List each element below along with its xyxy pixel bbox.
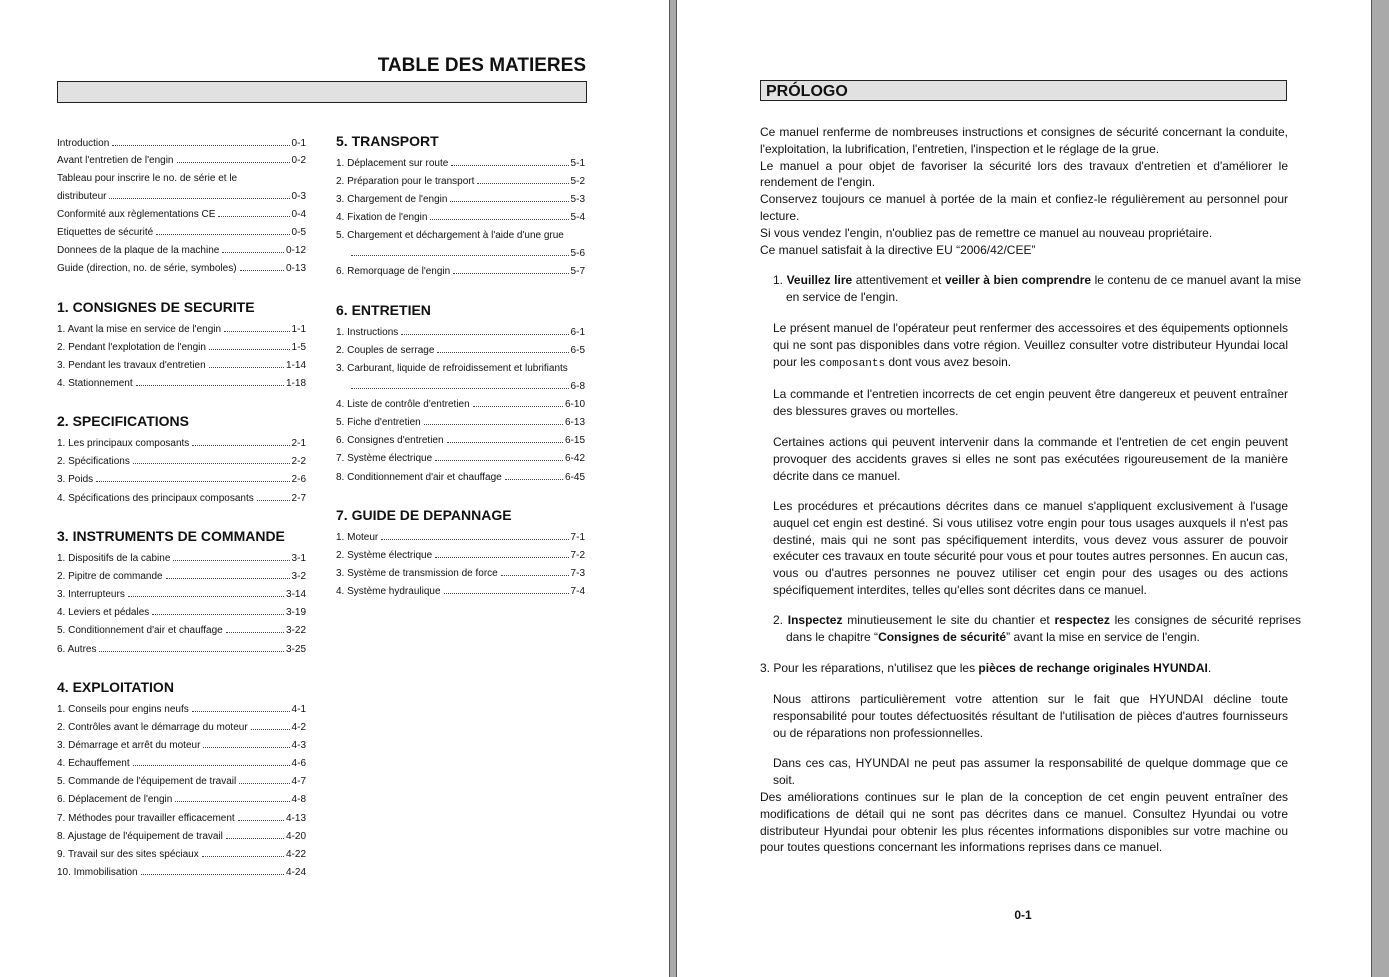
toc-entry-page: 6-10 xyxy=(564,399,585,410)
toc-entry[interactable] xyxy=(57,323,306,337)
text: Le présent manuel de l'opérateur peut renfermer des accessoires et des équipements optionnels qui ne sont pas disponibles dans votre région. Veuillez consulter votre distributeur Hyundai local pour les xyxy=(773,321,1288,369)
toc-entry-page: 6-13 xyxy=(564,417,585,428)
toc-entry[interactable] xyxy=(57,262,306,276)
toc-entry[interactable] xyxy=(57,588,306,602)
toc-entry-label: 1. Moteur xyxy=(336,532,379,543)
toc-entry-label: 4. Spécifications des principaux composants xyxy=(57,493,254,504)
toc-entry[interactable] xyxy=(57,341,306,355)
toc-entry[interactable] xyxy=(336,585,585,599)
dot-leader xyxy=(226,837,284,839)
dot-leader xyxy=(203,746,289,748)
toc-entry-page: 6-8 xyxy=(570,381,585,392)
toc-entry-page: 7-1 xyxy=(570,532,585,543)
toc-entry[interactable] xyxy=(57,570,306,584)
prologue-item-1 xyxy=(773,272,1301,306)
bold-text: Consignes de sécurité xyxy=(878,629,1007,644)
toc-entry[interactable] xyxy=(336,567,585,581)
toc-entry-label: 3. Carburant, liquide de refroidissement et lubrifiants xyxy=(336,363,568,374)
toc-entry[interactable] xyxy=(336,265,585,279)
dot-leader xyxy=(177,161,290,163)
bold-text: respectez xyxy=(1054,613,1110,627)
toc-entry-page: 0-3 xyxy=(291,191,306,202)
mono-text: composants xyxy=(819,357,886,370)
toc-entry[interactable] xyxy=(57,190,306,204)
dot-leader xyxy=(437,351,568,353)
item-number: 2. xyxy=(773,613,784,627)
item1-paragraph-1 xyxy=(773,320,1288,372)
toc-entry[interactable] xyxy=(57,226,306,240)
toc-entry[interactable] xyxy=(57,137,306,151)
toc-entry[interactable] xyxy=(57,455,306,469)
bold-text: pièces de rechange originales HYUNDAI xyxy=(978,661,1208,675)
toc-entry[interactable] xyxy=(336,452,585,466)
dot-leader xyxy=(430,218,568,220)
toc-entry[interactable] xyxy=(57,208,306,222)
toc-entry-label: 4. Fixation de l'engin xyxy=(336,212,428,223)
toc-entry-label: 2. Préparation pour le transport xyxy=(336,176,475,187)
toc-entry-page: 2-7 xyxy=(291,493,306,504)
toc-entry-label: 1. Instructions xyxy=(336,327,399,338)
toc-entry-label: 2. Pendant l'explotation de l'engin xyxy=(57,342,206,353)
toc-entry-label: 4. Leviers et pédales xyxy=(57,607,150,618)
dot-leader xyxy=(444,592,569,594)
toc-entry-label: 8. Ajustage de l'équipement de travail xyxy=(57,831,223,842)
toc-entry[interactable] xyxy=(57,721,306,735)
toc-entry-page: 4-8 xyxy=(291,794,306,805)
toc-entry-page: 0-12 xyxy=(285,245,306,256)
toc-entry-page: 4-3 xyxy=(291,740,306,751)
toc-entry[interactable] xyxy=(336,326,585,340)
dot-leader xyxy=(202,855,284,857)
dot-leader xyxy=(351,254,569,256)
toc-entry-page: 5-7 xyxy=(570,266,585,277)
toc-entry-label: 3. Système de transmission de force xyxy=(336,568,498,579)
dot-leader xyxy=(501,574,569,576)
item3-paragraph-2: Dans ces cas, HYUNDAI ne peut pas assumer la responsabilité de quelque dommage que ce soit. xyxy=(773,756,1288,787)
toc-entry-label: 5. Commande de l'équipement de travail xyxy=(57,776,237,787)
dot-leader xyxy=(166,577,290,579)
dot-leader xyxy=(435,556,568,558)
toc-entry[interactable] xyxy=(336,157,585,171)
dot-leader xyxy=(218,215,289,217)
toc-entry-label: 2. Contrôles avant le démarrage du moteur xyxy=(57,722,248,733)
intro-line: Ce manuel satisfait à la directive EU “2006/42/CEE” xyxy=(760,242,1036,257)
bold-text: Veuillez lire xyxy=(786,273,853,287)
dot-leader xyxy=(173,559,289,561)
toc-entry-label: 6. Consignes d'entretien xyxy=(336,435,444,446)
dot-leader xyxy=(128,595,284,597)
dot-leader xyxy=(152,613,284,615)
toc-entry-page: 6-45 xyxy=(564,472,585,483)
toc-entry-page: 4-2 xyxy=(291,722,306,733)
bold-text: Inspectez xyxy=(787,613,843,627)
toc-title-bar xyxy=(57,81,587,103)
toc-entry-label: 4. Système hydraulique xyxy=(336,586,441,597)
toc-entry[interactable] xyxy=(57,643,306,657)
toc-entry-page: 0-4 xyxy=(291,209,306,220)
toc-entry[interactable] xyxy=(57,492,306,506)
toc-entry-page: 3-25 xyxy=(285,644,306,655)
toc-entry-page: 4-7 xyxy=(291,776,306,787)
dot-leader xyxy=(351,387,569,389)
toc-entry-page: 1-14 xyxy=(285,360,306,371)
toc-entry-label: distributeur xyxy=(57,191,107,202)
toc-entry-label: 8. Conditionnement d'air et chauffage xyxy=(336,472,502,483)
toc-entry-page: 6-5 xyxy=(570,345,585,356)
toc-entry[interactable] xyxy=(57,775,306,789)
toc-entry[interactable] xyxy=(336,531,585,545)
text: ” avant la mise en service de l'engin. xyxy=(1006,629,1200,644)
text: attentivement et xyxy=(852,273,945,287)
toc-entry-page: 3-1 xyxy=(291,553,306,564)
toc-entry-label: 6. Autres xyxy=(57,644,97,655)
toc-entry-label: Guide (direction, no. de série, symboles) xyxy=(57,263,237,274)
toc-entry-page: 7-4 xyxy=(570,586,585,597)
toc-entry-label: 5. Chargement et déchargement à l'aide d'une grue xyxy=(336,230,564,241)
item1-paragraph-3: Certaines actions qui peuvent intervenir dans la commande et l'entretien de cet engin peuvent provoquer des accidents graves si elles ne sont pas exécutées rigoureusement de la manière décrite dans ce manuel. xyxy=(773,435,1288,483)
toc-entry[interactable] xyxy=(336,193,585,207)
toc-entry-label: 9. Travail sur des sites spéciaux xyxy=(57,849,199,860)
toc-entry-page: 2-1 xyxy=(291,438,306,449)
item1-paragraph-4: Les procédures et précautions décrites dans ce manuel s'appliquent exclusivement à l'usage auquel cet engin est destiné. Si vous utilisez votre engin pour tous usages auxquels il n'est pas destiné, mais qui ne sont pas spécifiquement interdits, vous devez vous assurer de pouvoir exécuter ces travaux en toute sécurité pour vous et pour toutes autres personnes. En aucun cas, vous ou d'autres personnes ne pouvez utiliser cet engin pour des usages ou des actions spécifiquement interdites, telles qu'elles sont décrites dans ce manuel. xyxy=(773,499,1288,597)
toc-entry-label: 2. Spécifications xyxy=(57,456,130,467)
intro-line: Si vous vendez l'engin, n'oubliez pas de remettre ce manuel au nouveau propriétaire. xyxy=(760,225,1213,240)
text: le contenu de ce manuel avant la mise en service de l'engin. xyxy=(786,273,1302,304)
toc-entry[interactable] xyxy=(336,380,585,394)
prologue-closing: Des améliorations continues sur le plan de la conception de cet engin peuvent entraîner des modifications de détail qui ne sont pas décrites dans ce manuel. Consultez Hyundai ou votre distributeur Hyundai pour obtenir les plus récentes informations disponibles sur votre machine ou pour toutes questions concernant les informations reprises dans ce manuel. xyxy=(760,790,1288,855)
toc-entry-label: 4. Echauffement xyxy=(57,758,130,769)
toc-entry[interactable] xyxy=(57,812,306,826)
item-number: 1. xyxy=(773,273,784,287)
dot-leader xyxy=(222,251,284,253)
dot-leader xyxy=(239,782,289,784)
toc-entry-page: 0-13 xyxy=(285,263,306,274)
toc-entry-label: 3. Chargement de l'engin xyxy=(336,194,448,205)
toc-entry-page: 6-1 xyxy=(570,327,585,338)
toc-entry-page: 4-6 xyxy=(291,758,306,769)
dot-leader xyxy=(477,182,568,184)
toc-entry-label: 1. Dispositifs de la cabine xyxy=(57,553,171,564)
toc-entry-label: 3. Pendant les travaux d'entretien xyxy=(57,360,206,371)
dot-leader xyxy=(175,800,289,802)
toc-entry-page: 4-22 xyxy=(285,849,306,860)
dot-leader xyxy=(192,710,290,712)
toc-entry-label: 7. Méthodes pour travailler efficacement xyxy=(57,813,235,824)
dot-leader xyxy=(136,384,284,386)
dot-leader xyxy=(451,164,568,166)
toc-entry-page: 5-2 xyxy=(570,176,585,187)
text: . xyxy=(1207,661,1212,675)
toc-entry-label: 2. Système électrique xyxy=(336,550,433,561)
text: Pour les réparations, n'utilisez que les xyxy=(770,661,979,675)
toc-title: TABLE DES MATIERES xyxy=(377,55,586,76)
toc-entry-label: 7. Système électrique xyxy=(336,453,433,464)
toc-entry-page: 7-2 xyxy=(570,550,585,561)
toc-entry-label: Donnees de la plaque de la machine xyxy=(57,245,220,256)
toc-entry-label: Etiquettes de sécurité xyxy=(57,227,154,238)
toc-entry[interactable] xyxy=(336,434,585,448)
toc-entry[interactable] xyxy=(57,244,306,258)
dot-leader xyxy=(453,272,568,274)
text: minutieusement le site du chantier et xyxy=(842,613,1055,627)
toc-section-heading[interactable]: 1. CONSIGNES DE SECURITE xyxy=(57,299,255,315)
dot-leader xyxy=(133,462,290,464)
item3-paragraph-1: Nous attirons particulièrement votre attention sur le fait que HYUNDAI décline toute responsabilité pour toutes défectuosités résultant de l'utilisation de pièces d'autres fournisseurs ou de réparations non professionnelles. xyxy=(773,692,1288,740)
dot-leader xyxy=(257,499,290,501)
toc-entry-page: 2-6 xyxy=(291,474,306,485)
intro-line: Conservez toujours ce manuel à portée de la main et confiez-le régulièrement au personnel pour lecture. xyxy=(760,192,1288,223)
toc-entry[interactable] xyxy=(336,247,585,261)
toc-entry[interactable] xyxy=(57,624,306,638)
toc-entry-page: 4-13 xyxy=(285,813,306,824)
dot-leader xyxy=(112,144,289,146)
toc-entry-page: 1-1 xyxy=(291,324,306,335)
toc-entry-page: 3-14 xyxy=(285,589,306,600)
toc-entry-page: 0-5 xyxy=(291,227,306,238)
toc-entry-label: Conformité aux règlementations CE xyxy=(57,209,216,220)
toc-entry[interactable] xyxy=(57,552,306,566)
toc-page xyxy=(0,0,669,977)
toc-entry[interactable] xyxy=(57,437,306,451)
toc-entry[interactable] xyxy=(336,549,585,563)
toc-entry-page: 5-1 xyxy=(570,158,585,169)
toc-entry-label: 3. Poids xyxy=(57,474,94,485)
toc-entry[interactable] xyxy=(57,377,306,391)
dot-leader xyxy=(99,650,284,652)
toc-entry[interactable] xyxy=(57,739,306,753)
toc-entry-page: 4-1 xyxy=(291,704,306,715)
dot-leader xyxy=(226,631,284,633)
toc-entry[interactable] xyxy=(57,172,306,186)
toc-entry-label: 1. Conseils pour engins neufs xyxy=(57,704,189,715)
toc-entry[interactable] xyxy=(57,757,306,771)
toc-entry-page: 0-1 xyxy=(291,138,306,149)
toc-entry-page: 2-2 xyxy=(291,456,306,467)
dot-leader xyxy=(224,330,290,332)
toc-section-heading[interactable]: 6. ENTRETIEN xyxy=(336,302,431,318)
toc-entry-page: 1-18 xyxy=(285,378,306,389)
dot-leader xyxy=(435,459,563,461)
toc-section-heading[interactable]: 7. GUIDE DE DEPANNAGE xyxy=(336,507,512,523)
toc-entry[interactable] xyxy=(336,175,585,189)
dot-leader xyxy=(251,728,290,730)
toc-section-heading[interactable]: 3. INSTRUMENTS DE COMMANDE xyxy=(57,528,285,544)
viewer-right-gutter xyxy=(1371,0,1389,977)
prologue-title: PRÓLOGO xyxy=(760,80,1287,101)
toc-entry[interactable] xyxy=(336,344,585,358)
dot-leader xyxy=(133,764,290,766)
toc-entry[interactable] xyxy=(57,793,306,807)
dot-leader xyxy=(381,538,568,540)
toc-entry[interactable] xyxy=(57,154,306,168)
toc-section-heading[interactable]: 2. SPECIFICATIONS xyxy=(57,413,189,429)
toc-entry-page: 3-19 xyxy=(285,607,306,618)
toc-entry-label: 2. Couples de serrage xyxy=(336,345,435,356)
toc-entry-label: 4. Stationnement xyxy=(57,378,133,389)
item-number: 3. xyxy=(760,661,771,675)
toc-entry-page: 4-20 xyxy=(285,831,306,842)
toc-entry[interactable] xyxy=(336,471,585,485)
toc-entry-label: 10. Immobilisation xyxy=(57,867,138,878)
toc-entry-label: Introduction xyxy=(57,138,110,149)
toc-entry-label: 5. Fiche d'entretien xyxy=(336,417,421,428)
toc-entry-page: 5-3 xyxy=(570,194,585,205)
toc-entry[interactable] xyxy=(57,866,306,880)
toc-entry-label: 5. Conditionnement d'air et chauffage xyxy=(57,625,223,636)
toc-entry-label: 1. Avant la mise en service de l'engin xyxy=(57,324,222,335)
toc-entry-page: 7-3 xyxy=(570,568,585,579)
toc-section-heading[interactable]: 5. TRANSPORT xyxy=(336,133,439,149)
page-number: 0-1 xyxy=(1014,908,1032,922)
dot-leader xyxy=(424,423,563,425)
dot-leader xyxy=(240,269,284,271)
dot-leader xyxy=(209,366,284,368)
intro-line: Le manuel a pour objet de favoriser la sécurité lors des travaux d'entretien et d'améliorer le rendement de l'engin. xyxy=(760,158,1288,190)
toc-entry-page: 6-42 xyxy=(564,453,585,464)
dot-leader xyxy=(473,405,563,407)
dot-leader xyxy=(447,441,563,443)
dot-leader xyxy=(109,197,289,199)
toc-entry-page: 0-2 xyxy=(291,155,306,166)
toc-entry[interactable] xyxy=(57,703,306,717)
toc-entry-page: 5-6 xyxy=(570,248,585,259)
toc-entry[interactable] xyxy=(57,473,306,487)
item1-paragraph-2: La commande et l'entretien incorrects de cet engin peuvent être dangereux et peuvent entraîner des blessures graves ou mortelles. xyxy=(773,387,1288,418)
toc-entry[interactable] xyxy=(336,398,585,412)
toc-entry[interactable] xyxy=(57,848,306,862)
toc-entry-page: 3-2 xyxy=(291,571,306,582)
toc-entry-page: 3-22 xyxy=(285,625,306,636)
toc-entry-label: 2. Pipitre de commande xyxy=(57,571,163,582)
toc-entry-page: 1-5 xyxy=(291,342,306,353)
toc-entry-label: 6. Remorquage de l'engin xyxy=(336,266,451,277)
toc-entry[interactable] xyxy=(57,830,306,844)
toc-entry[interactable] xyxy=(336,211,585,225)
dot-leader xyxy=(96,480,289,482)
toc-entry[interactable] xyxy=(57,359,306,373)
dot-leader xyxy=(401,333,568,335)
toc-entry-page: 6-15 xyxy=(564,435,585,446)
toc-entry[interactable] xyxy=(336,416,585,430)
page-divider xyxy=(669,0,677,977)
dot-leader xyxy=(156,233,289,235)
toc-entry-label: 6. Déplacement de l'engin xyxy=(57,794,173,805)
dot-leader xyxy=(192,444,289,446)
text: les consignes de sécurité reprises dans le chapitre “ xyxy=(786,613,1302,644)
toc-entry-label: 1. Les principaux composants xyxy=(57,438,190,449)
toc-entry-label: 3. Démarrage et arrêt du moteur xyxy=(57,740,201,751)
prologue-intro xyxy=(760,124,1288,258)
toc-entry-page: 4-24 xyxy=(285,867,306,878)
dot-leader xyxy=(141,873,284,875)
text: dont vous avez besoin. xyxy=(885,354,1012,369)
toc-entry-label: Avant l'entretien de l'engin xyxy=(57,155,174,166)
bold-text: veiller à bien comprendre xyxy=(944,273,1092,287)
dot-leader xyxy=(238,819,284,821)
toc-entry-page: 5-4 xyxy=(570,212,585,223)
toc-entry[interactable] xyxy=(336,229,585,243)
toc-entry[interactable] xyxy=(336,362,585,376)
prologue-item-2 xyxy=(773,612,1301,646)
dot-leader xyxy=(209,348,290,350)
intro-line: Ce manuel renferme de nombreuses instructions et consignes de sécurité concernant la conduite, l'exploitation, la lubrification, l'entretien, l'inspection et le réglage de la grue. xyxy=(760,125,1288,156)
toc-entry-label: 1. Déplacement sur route xyxy=(336,158,449,169)
prologue-item-3 xyxy=(760,660,1288,677)
toc-entry-label: 3. Interrupteurs xyxy=(57,589,125,600)
toc-entry[interactable] xyxy=(57,606,306,620)
dot-leader xyxy=(450,200,568,202)
dot-leader xyxy=(505,478,563,480)
toc-entry-label: 4. Liste de contrôle d'entretien xyxy=(336,399,470,410)
toc-section-heading[interactable]: 4. EXPLOITATION xyxy=(57,679,174,695)
toc-entry-label: Tableau pour inscrire le no. de série et le xyxy=(57,173,238,184)
